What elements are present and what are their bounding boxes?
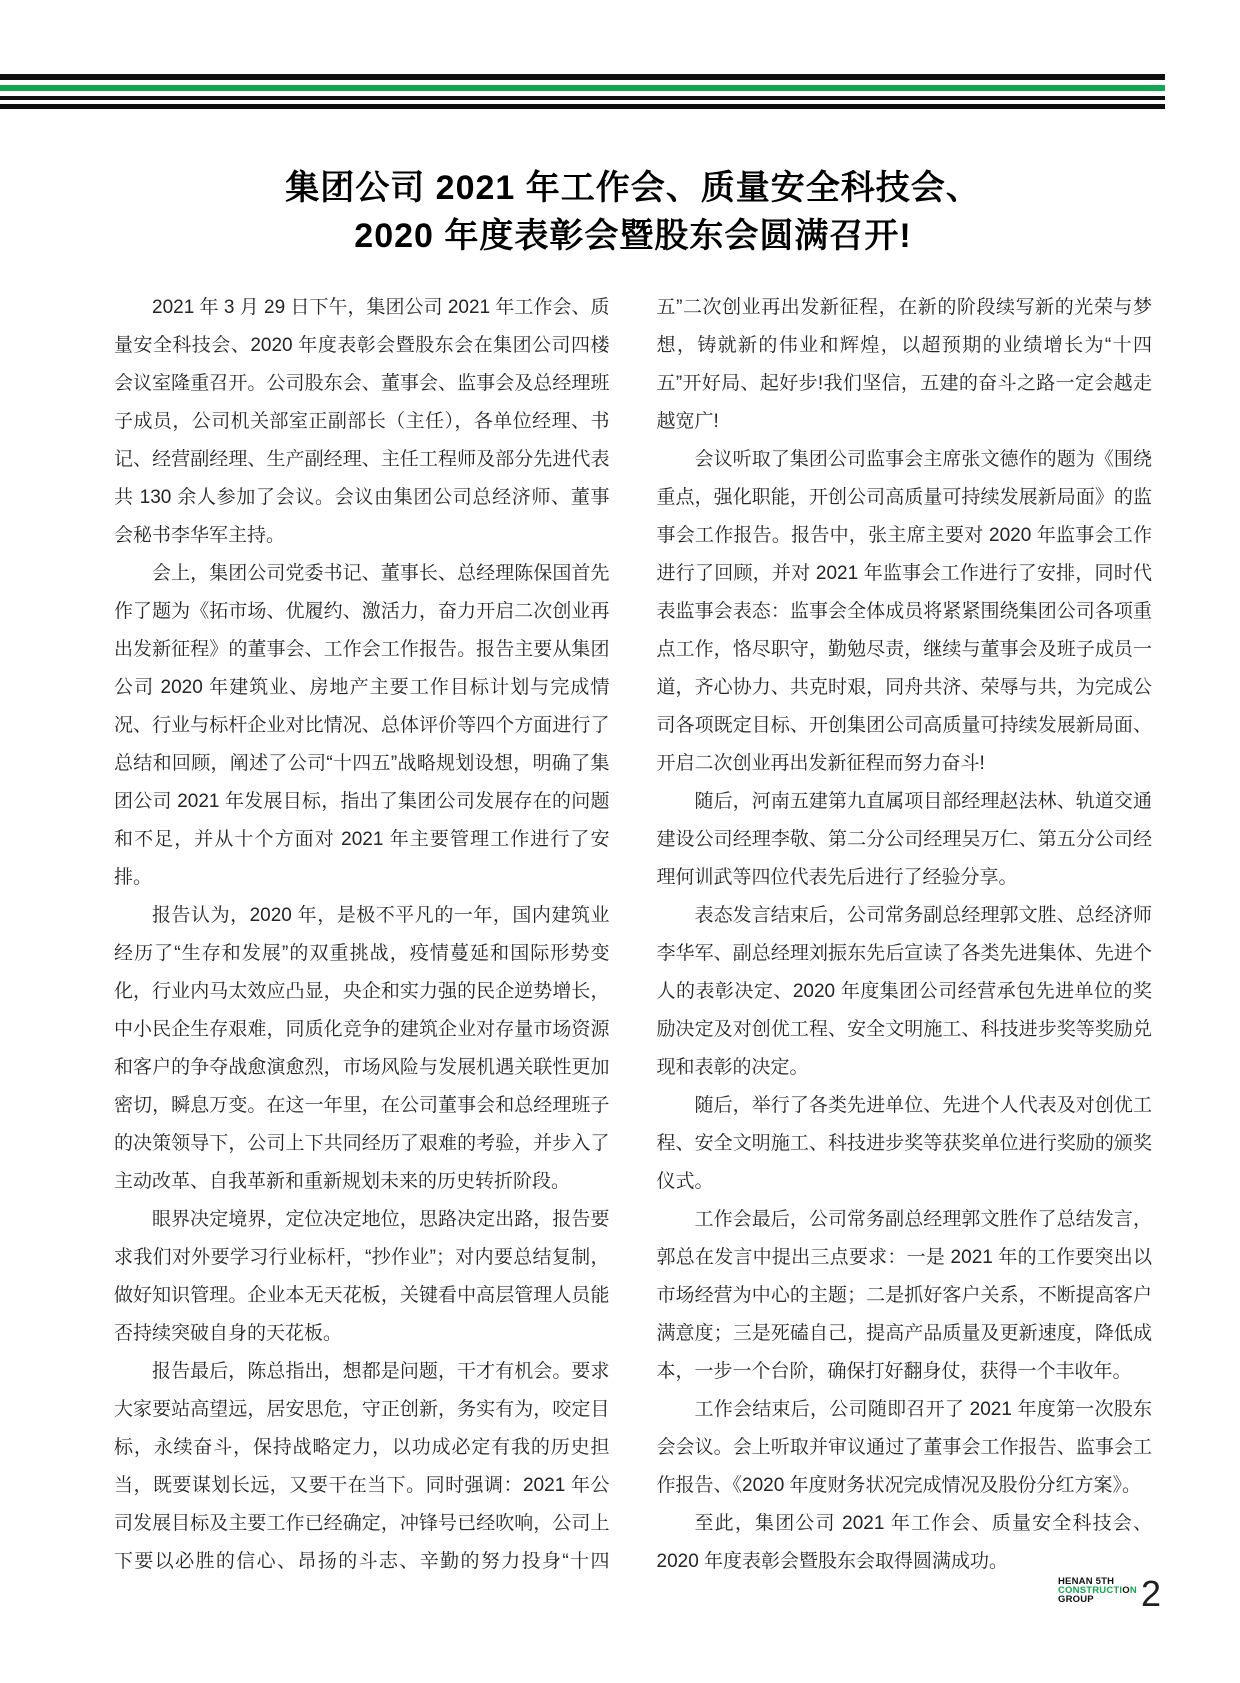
article-title: [114, 164, 1152, 260]
logo-line1: HENAN 5TH: [1058, 1576, 1115, 1587]
paragraph: 会上，集团公司党委书记、董事长、总经理陈保国首先作了题为《拓市场、优履约、激活力，奋力开启二次创业再出发新征程》的董事会、工作会工作报告。报告主要从集团公司 2020 年建筑业、房地产主要工作目标计划与完成情况、行业与标杆企业对比情况、总体评价等四个方面进行了总结和回顾，阐述了公司“十四五”战略规划设想，明确了集团公司 2021 年发展目标，指出了集团公司发展存在的问题和不足，并从十个方面对 2021 年主要管理工作进行了安排。: [114, 563, 610, 888]
page-number: 2: [1141, 1573, 1162, 1614]
paragraph: 至此，集团公司 2021 年工作会、质量安全科技会、2020 年度表彰会暨股东会取得圆满成功。: [656, 1513, 1152, 1572]
article-title-line2: 2020 年度表彰会暨股东会圆满召开!: [354, 217, 912, 255]
paragraph: 表态发言结束后，公司常务副总经理郭文胜、总经济师李华军、副总经理刘振东先后宣读了各类先进集体、先进个人的表彰决定、2020 年度集团公司经营承包先进单位的奖励决定及对创优工程、安全文明施工、科技进步奖等奖励兑现和表彰的决定。: [656, 905, 1152, 1078]
stripe-green: [0, 85, 1165, 91]
paragraph: 报告认为，2020 年，是极不平凡的一年，国内建筑业经历了“生存和发展”的双重挑战，疫情蔓延和国际形势变化，行业内马太效应凸显，央企和实力强的民企逆势增长，中小民企生存艰难，同质化竞争的建筑企业对存量市场资源和客户的争夺战愈演愈烈，市场风险与发展机遇关联性更加密切，瞬息万变。在这一年里，在公司董事会和总经理班子的决策领导下，公司上下共同经历了艰难的考验，并步入了主动改革、自我革新和重新规划未来的历史转折阶段。: [114, 905, 610, 1192]
logo-line3: GROUP: [1058, 1594, 1094, 1605]
paragraph: 随后，河南五建第九直属项目部经理赵法林、轨道交通建设公司经理李敬、第二分公司经理吴万仁、第五分公司经理何训武等四位代表先后进行了经验分享。: [656, 791, 1152, 888]
paragraph: 工作会结束后，公司随即召开了 2021 年度第一次股东会会议。会上听取并审议通过了董事会工作报告、监事会工作报告、《2020 年度财务状况完成情况及股份分红方案》。: [656, 1399, 1152, 1496]
paragraph: 2021 年 3 月 29 日下午，集团公司 2021 年工作会、质量安全科技会、2020 年度表彰会暨股东会在集团公司四楼会议室隆重召开。公司股东会、董事会、监事会及总经理班子成员，公司机关部室正副部长（主任），各单位经理、书记、经营副经理、生产副经理、主任工程师及部分先进代表共 130 余人参加了会议。会议由集团公司总经济师、董事会秘书李华军主持。: [114, 297, 610, 546]
logo-construction-suffix: N: [1129, 1585, 1137, 1596]
company-logo: [1058, 1577, 1137, 1604]
article-body: [114, 289, 1152, 1581]
paragraph: 报告最后，陈总指出，想都是问题，干才有机会。要求大家要站高望远，居安思危，守正创新，务实有为，咬定目标，永续奋斗，保持战略定力，以功成必定有我的历史担当，既要谋划长远，又要干在当下。同时强调：2021 年公司发展目标及主要工作已经确定，冲锋号已经吹响，公司上下要以必胜的信心、昂扬的斗志、辛勤的努力投身“十四五”二次创业再出发新征程，在新的阶段续写新的光荣与梦想，铸就新的伟业和辉煌，以超预期的业绩增长为“十四五”开好局、起好步!我们坚信，五建的奋斗之路一定会越走越宽广!: [114, 297, 1152, 1572]
paragraph: 眼界决定境界，定位决定地位，思路决定出路，报告要求我们对外要学习行业标杆，“抄作业”；对内要总结复制，做好知识管理。企业本无天花板，关键看中高层管理人员能否持续突破自身的天花板。: [114, 1209, 610, 1344]
paragraph: 会议听取了集团公司监事会主席张文德作的题为《围绕重点，强化职能，开创公司高质量可持续发展新局面》的监事会工作报告。报告中，张主席主要对 2020 年监事会工作进行了回顾，并对 2021 年监事会工作进行了安排，同时代表监事会表态：监事会全体成员将紧紧围绕集团公司各项重点工作，恪尽职守，勤勉尽责，继续与董事会及班子成员一道，齐心协力、共克时艰，同舟共济、荣辱与共，为完成公司各项既定目标、开创集团公司高质量可持续发展新局面、开启二次创业再出发新征程而努力奋斗!: [656, 449, 1152, 774]
article-title-line1: 集团公司 2021 年工作会、质量安全科技会、: [285, 169, 981, 207]
logo-construction-prefix: CONSTRUCTI: [1058, 1585, 1123, 1596]
stripe-black-middle: [0, 96, 1165, 100]
paragraph: 随后，举行了各类先进单位、先进个人代表及对创优工程、安全文明施工、科技进步奖等获奖单位进行奖励的颁奖仪式。: [656, 1095, 1152, 1192]
logo-construction-o: O: [1122, 1585, 1130, 1596]
stripe-black-bottom: [0, 104, 1165, 109]
stripe-black-top: [0, 74, 1165, 80]
paragraph: 工作会最后，公司常务副总经理郭文胜作了总结发言，郭总在发言中提出三点要求：一是 2021 年的工作要突出以市场经营为中心的主题；二是抓好客户关系，不断提高客户满意度；三是死磕自己，提高产品质量及更新速度，降低成本，一步一个台阶，确保打好翻身仗，获得一个丰收年。: [656, 1209, 1152, 1382]
